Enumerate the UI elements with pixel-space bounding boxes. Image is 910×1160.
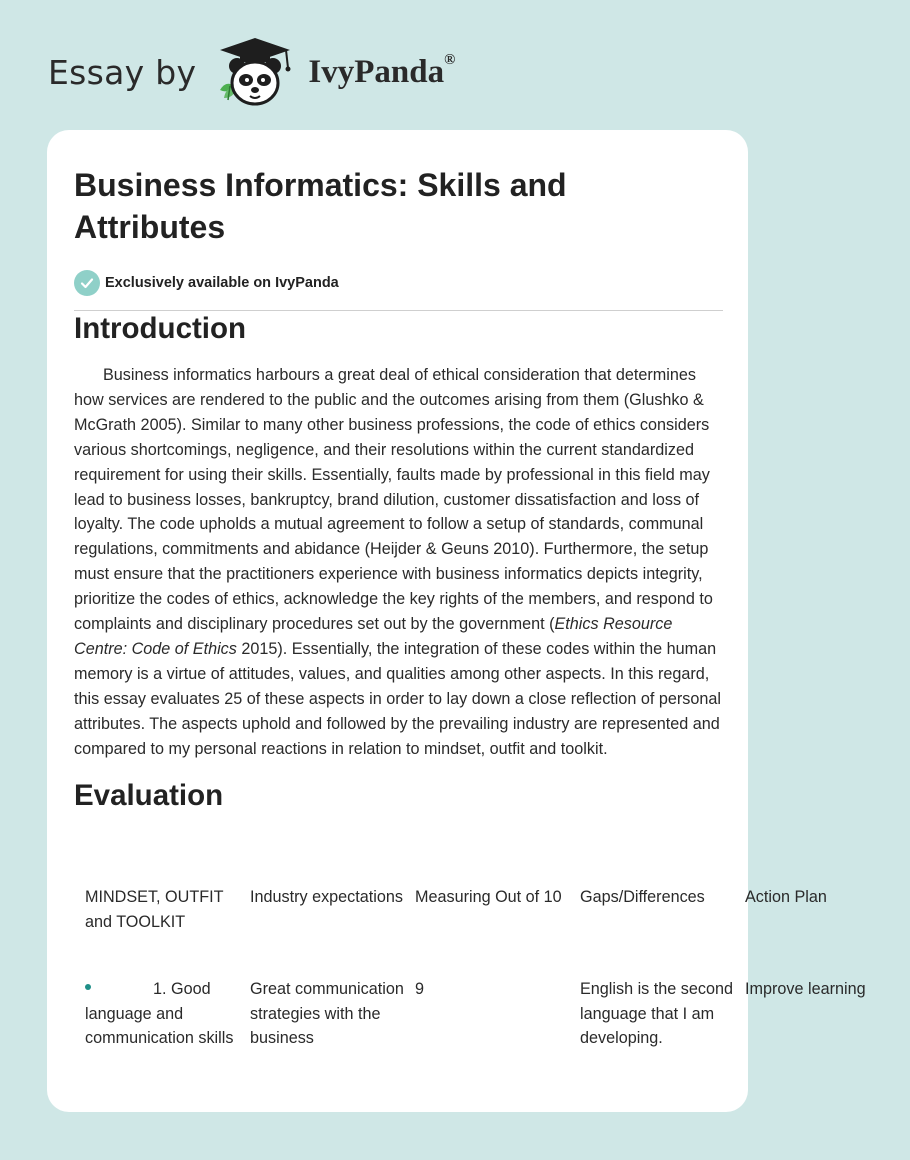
section-heading-evaluation: Evaluation bbox=[74, 778, 224, 812]
article-card bbox=[47, 130, 866, 1112]
evaluation-table bbox=[85, 885, 866, 1051]
table-header-cell: Action Plan bbox=[745, 888, 827, 906]
aspect-number: 1. Good bbox=[153, 980, 211, 998]
paragraph-text: Business informatics harbours a great deal of ethical consideration that determines how services are rendered to the public and the outcomes arising from them (Glushko & McGrath 2005). Similar to many other business professions, the code of ethics considers various shortcomings, negligence, and their resolutions within the current standardized requirement for using their skills. Essentially, faults made by professional in this field may lead to business losses, bankruptcy, brand dilution, customer dissatisfaction and loss of loyalty. The code upholds a mutual agreement to follow a setup of standards, communal regulations, commitments and abidance (Heijder & Geuns 2010). Furthermore, the setup must ensure that the practitioners experience with business informatics depicts integrity, prioritize the codes of ethics, acknowledge the key rights of the members, and respond to complaints and disciplinary procedures set out by the government ( bbox=[74, 366, 713, 634]
citation-italic: Ethics Resource Centre: Code of Ethics bbox=[74, 615, 673, 658]
site-header bbox=[48, 36, 508, 108]
section-heading-introduction: Introduction bbox=[74, 312, 247, 345]
aspect-text: language and communication skills bbox=[85, 1004, 234, 1048]
table-header-cell: Measuring Out of 10 bbox=[415, 888, 562, 906]
brand-name[interactable] bbox=[308, 51, 456, 91]
registered-mark: ® bbox=[444, 51, 456, 68]
brand-text: IvyPanda bbox=[308, 53, 445, 90]
page-title: Business Informatics: Skills and Attributes bbox=[74, 167, 567, 245]
table-header-cell: MINDSET, OUTFIT and TOOLKIT bbox=[85, 888, 224, 931]
table-row bbox=[85, 977, 866, 1051]
table-cell-gap: English is the second language that I am developing. bbox=[580, 980, 733, 1048]
table-cell-score: 9 bbox=[415, 980, 425, 998]
paragraph-text-continued: 2015). Essentially, the integration of these codes within the human memory is a virtue of attitudes, values, and qualities among other aspects. In this regard, this essay evaluates 25 of these aspects in order to lay down a close reflection of personal attributes. The aspects uphold and followed by the prevailing industry are represented and compared to my personal reactions in relation to mindset, outfit and toolkit. bbox=[74, 639, 721, 758]
bullet-icon bbox=[85, 984, 91, 990]
table-cell-aspect bbox=[85, 977, 250, 1051]
article-body bbox=[74, 164, 723, 814]
table-header-row bbox=[85, 885, 845, 977]
exclusive-badge bbox=[74, 270, 723, 296]
essay-by-label: Essay by bbox=[48, 52, 197, 92]
badge-label: Exclusively available on IvyPanda bbox=[105, 275, 339, 291]
table-cell-action: Improve learning bbox=[745, 980, 866, 998]
table-header-cell: Industry expectations bbox=[250, 888, 403, 906]
table-header-cell: Gaps/Differences bbox=[580, 888, 705, 906]
introduction-paragraph bbox=[74, 363, 726, 762]
panda-logo-icon[interactable] bbox=[210, 36, 300, 108]
check-badge-icon bbox=[74, 270, 100, 296]
table-cell-industry: Great communication strategies with the business bbox=[250, 980, 404, 1048]
